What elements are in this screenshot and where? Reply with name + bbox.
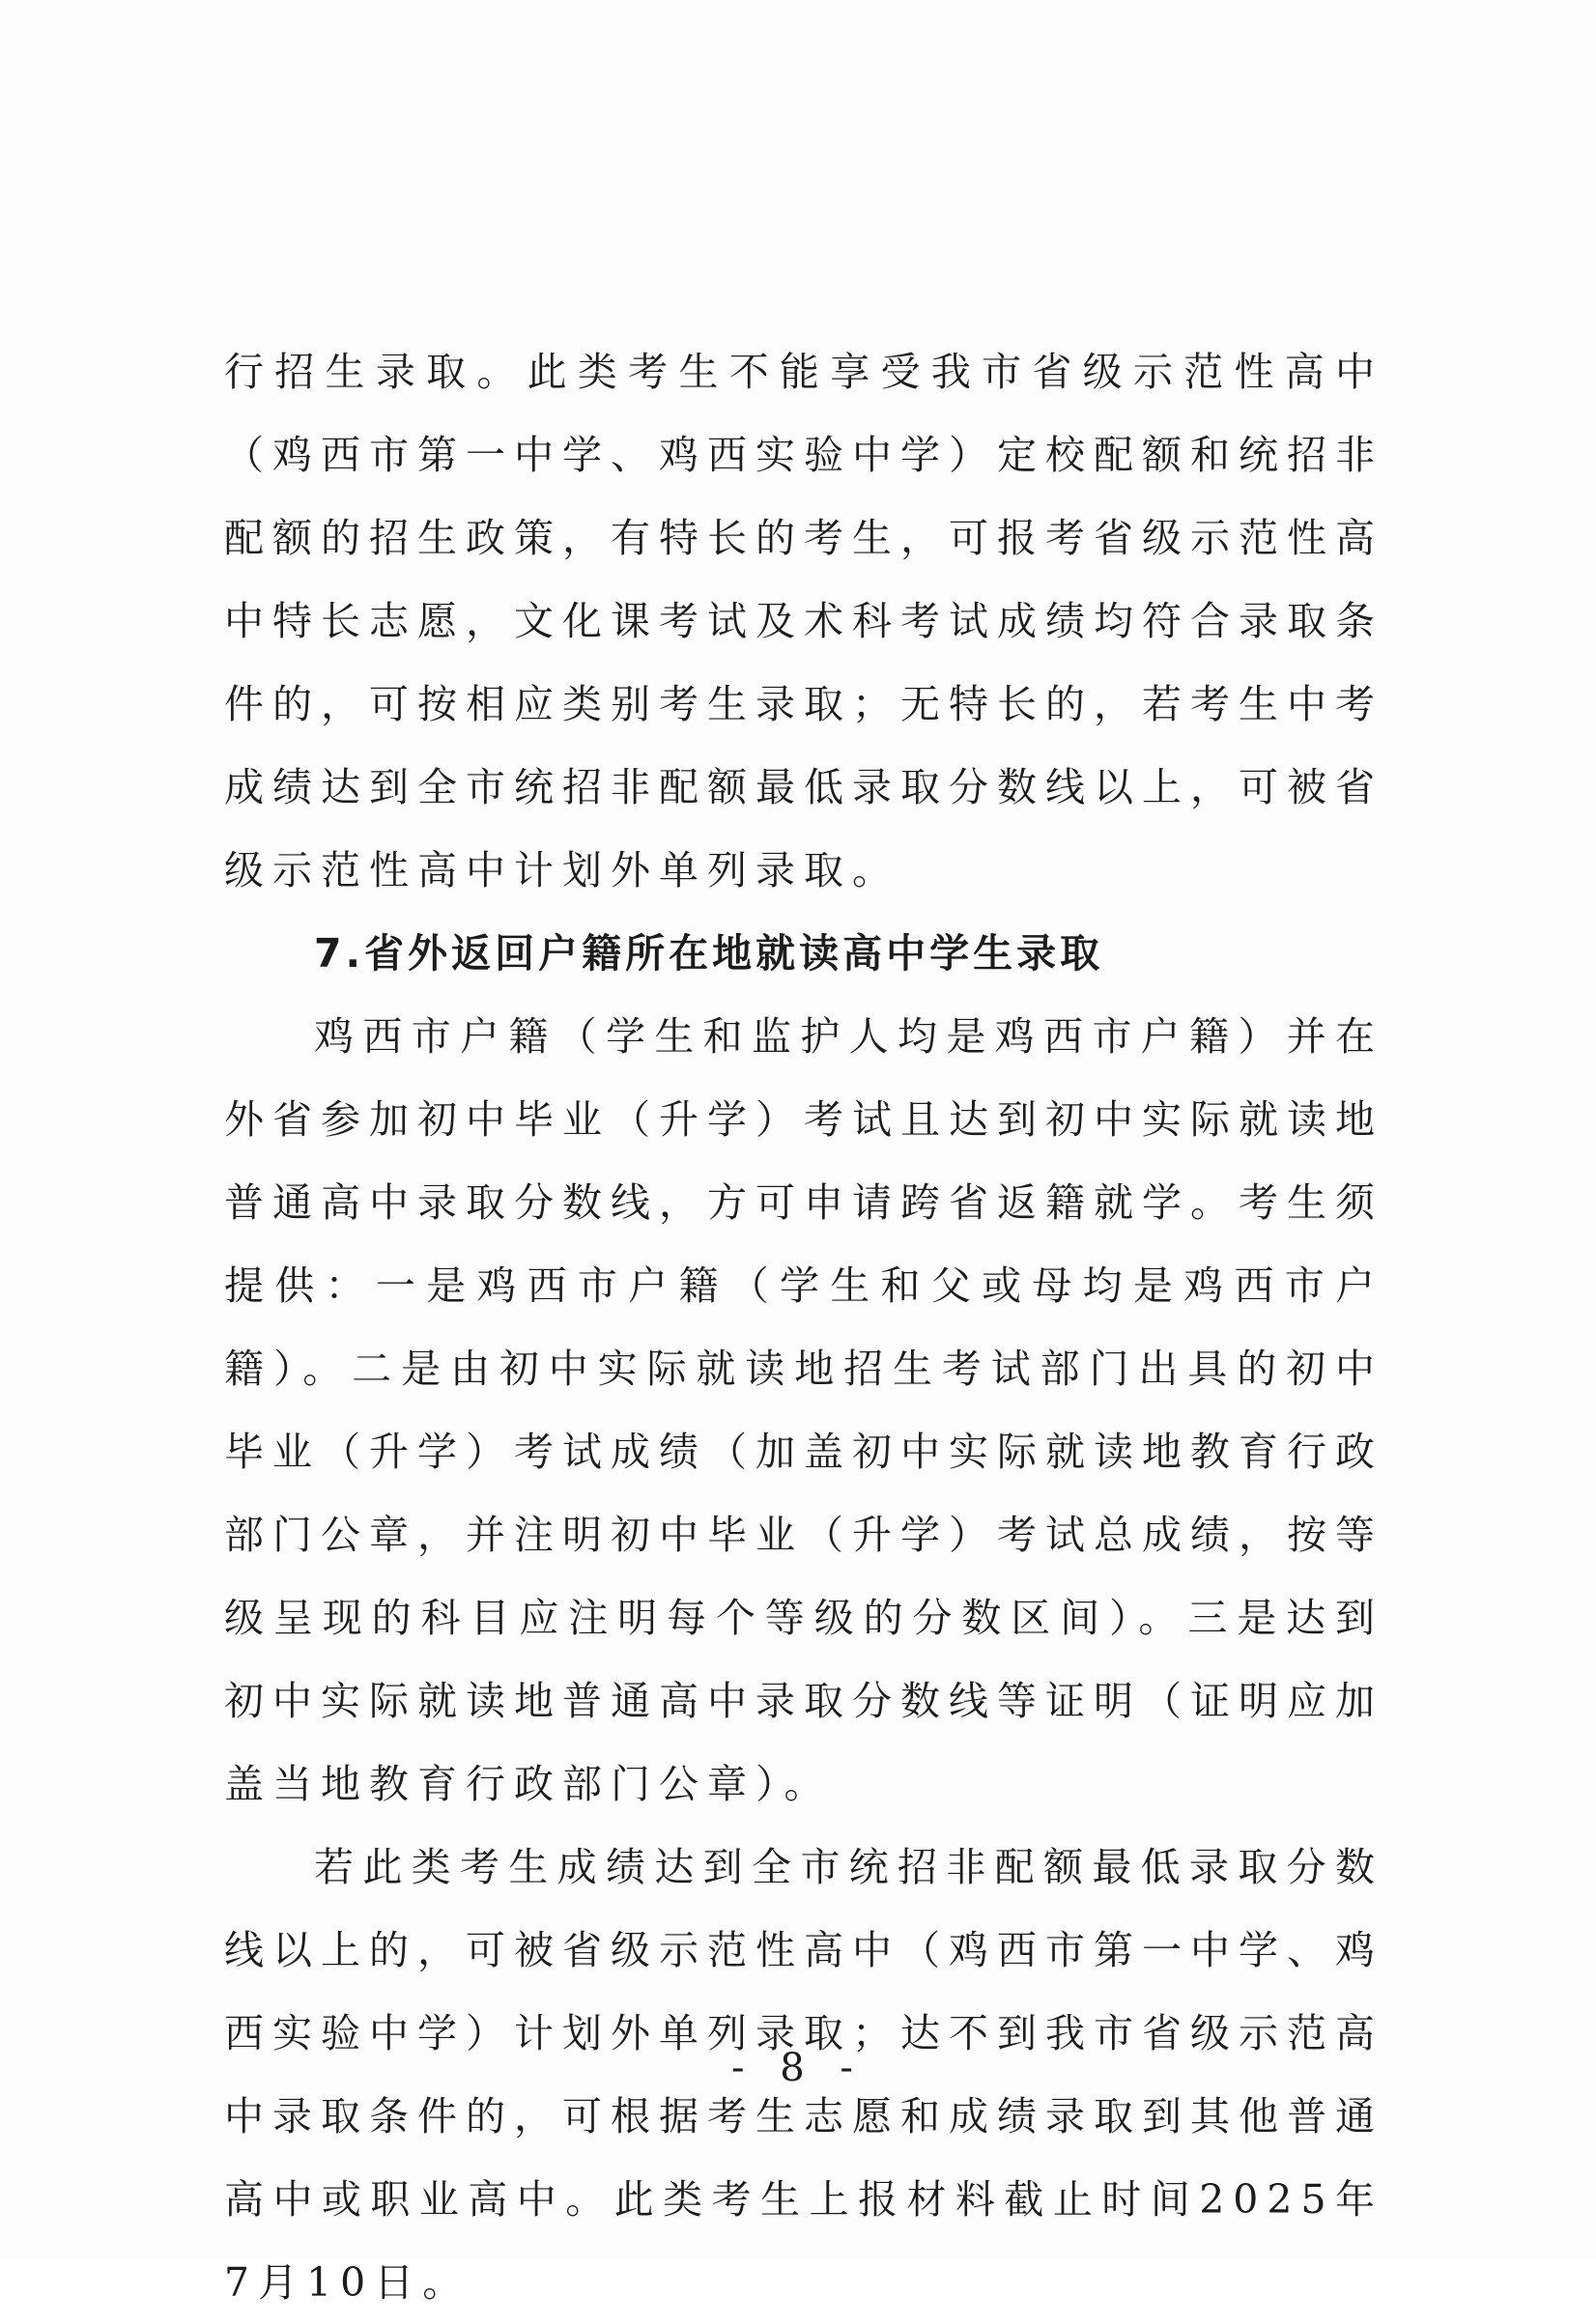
document-body bbox=[224, 330, 1383, 2324]
paragraph-requirements: 鸡西市户籍（学生和监护人均是鸡西市户籍）并在外省参加初中毕业（升学）考试且达到初中实际就读地普通高中录取分数线，方可申请跨省返籍就学。考生须提供：一是鸡西市户籍（学生和父或母均是鸡西市户籍）。二是由初中实际就读地招生考试部门出具的初中毕业（升学）考试成绩（加盖初中实际就读地教育行政部门公章，并注明初中毕业（升学）考试总成绩，按等级呈现的科目应注明每个等级的分数区间）。三是达到初中实际就读地普通高中录取分数线等证明（证明应加盖当地教育行政部门公章）。 bbox=[224, 1013, 1383, 1807]
paragraph-admission: 若此类考生成绩达到全市统招非配额最低录取分数线以上的，可被省级示范性高中（鸡西市第一中学、鸡西实验中学）计划外单列录取；达不到我市省级示范高中录取条件的，可根据考生志愿和成绩录取到其他普通高中或职业高中。此类考生上报材料截止时间2025年7月10日。 bbox=[224, 1844, 1383, 2306]
paragraph-continued: 行招生录取。此类考生不能享受我市省级示范性高中（鸡西市第一中学、鸡西实验中学）定校配额和统招非配额的招生政策，有特长的考生，可报考省级示范性高中特长志愿，文化课考试及术科考试成绩均符合录取条件的，可按相应类别考生录取；无特长的，若考生中考成绩达到全市统招非配额最低录取分数线以上，可被省级示范性高中计划外单列录取。 bbox=[224, 349, 1383, 893]
section-heading: 7.省外返回户籍所在地就读高中学生录取 bbox=[314, 930, 1104, 977]
page-number: - 8 - bbox=[731, 2046, 865, 2090]
